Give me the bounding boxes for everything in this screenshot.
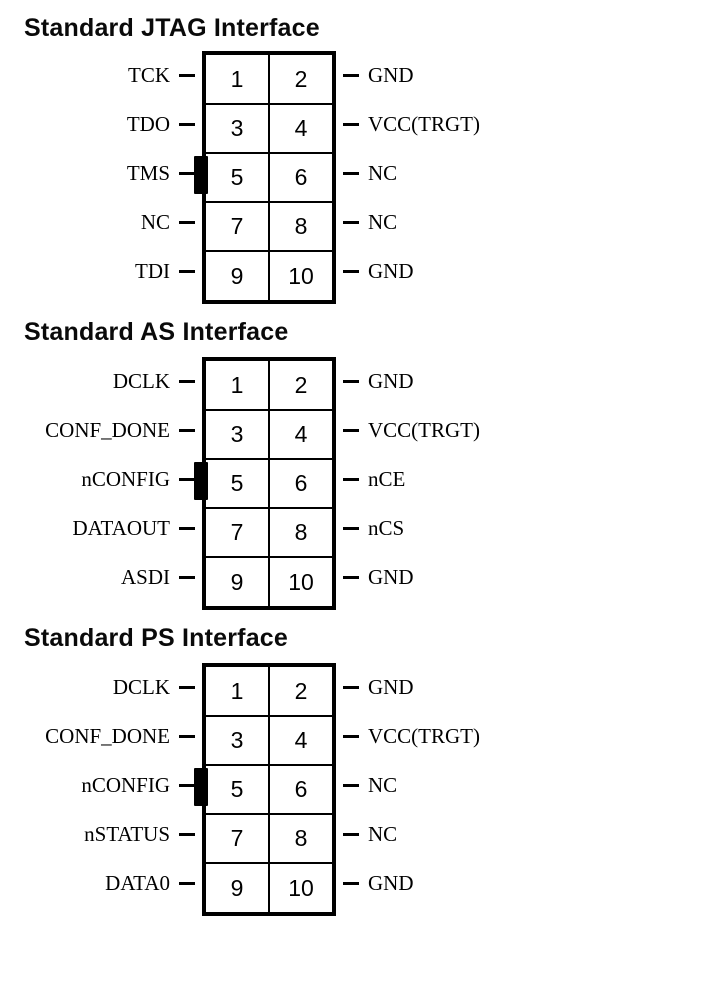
pin-label-right (336, 198, 516, 247)
pin-number: 6 (269, 459, 332, 508)
pin-label-left (22, 455, 202, 504)
pin-label-left (22, 859, 202, 908)
pin-label-left-text: DCLK (112, 675, 170, 699)
section-jtag (0, 0, 723, 304)
lead-line-icon (343, 576, 359, 579)
lead-line-icon (343, 221, 359, 224)
pin-label-left (22, 810, 202, 859)
pin-label-right (336, 51, 516, 100)
pin-number: 10 (269, 557, 332, 606)
pin-label-left (22, 553, 202, 602)
pin-label-left (22, 761, 202, 810)
labels-right-as (336, 357, 516, 610)
lead-line-icon (343, 380, 359, 383)
pin-number: 4 (269, 104, 332, 153)
connector-ps (0, 663, 723, 916)
pin-label-left-text: CONF_DONE (45, 418, 170, 442)
pin-label-left-text: nCONFIG (81, 773, 170, 797)
pin-grid-as (202, 357, 336, 610)
pin-label-right (336, 663, 516, 712)
lead-line-icon (343, 686, 359, 689)
lead-line-icon (179, 270, 195, 273)
pin-label-left (22, 406, 202, 455)
pin-label-left-text: DATAOUT (72, 516, 170, 540)
pin-number: 8 (269, 814, 332, 863)
labels-left-jtag (22, 51, 202, 304)
pin-label-left-text: TDI (135, 259, 170, 283)
pin-label-left-text: TMS (126, 161, 170, 185)
pin-number: 2 (269, 361, 332, 410)
pin-label-left-text: TDO (126, 112, 170, 136)
lead-line-icon (343, 74, 359, 77)
pin-label-right-text: GND (368, 871, 414, 895)
pin-number: 6 (269, 765, 332, 814)
lead-line-icon (343, 478, 359, 481)
pin-label-right (336, 810, 516, 859)
lead-line-icon (179, 74, 195, 77)
pin-number: 3 (206, 104, 269, 153)
lead-line-icon (179, 478, 195, 481)
pin-label-left (22, 712, 202, 761)
pin-label-left (22, 357, 202, 406)
lead-line-icon (179, 686, 195, 689)
pin-number: 9 (206, 251, 269, 300)
pin-number: 1 (206, 55, 269, 104)
section-ps (0, 610, 723, 916)
pin-label-right-text: GND (368, 63, 414, 87)
pin-number: 5 (206, 459, 269, 508)
polarity-key-icon (194, 768, 208, 806)
pin-number: 6 (269, 153, 332, 202)
pin-label-left (22, 100, 202, 149)
pin-label-right-text: VCC(TRGT) (368, 418, 480, 442)
pin-number: 1 (206, 361, 269, 410)
pin-label-right-text: GND (368, 259, 414, 283)
section-title-ps: Standard PS Interface (24, 624, 289, 652)
lead-line-icon (343, 882, 359, 885)
labels-right-jtag (336, 51, 516, 304)
pin-label-right-text: NC (368, 161, 398, 185)
lead-line-icon (343, 429, 359, 432)
pin-label-right-text: nCE (368, 467, 406, 491)
lead-line-icon (179, 221, 195, 224)
pin-label-left-text: NC (140, 210, 170, 234)
pin-number: 8 (269, 508, 332, 557)
polarity-key-icon (194, 156, 208, 194)
pin-label-left-text: nCONFIG (81, 467, 170, 491)
pin-label-left-text: CONF_DONE (45, 724, 170, 748)
lead-line-icon (179, 429, 195, 432)
pin-label-right-text: VCC(TRGT) (368, 112, 480, 136)
pin-label-right (336, 553, 516, 602)
lead-line-icon (343, 527, 359, 530)
pin-number: 7 (206, 202, 269, 251)
pin-number: 10 (269, 863, 332, 912)
lead-line-icon (179, 735, 195, 738)
pin-number: 1 (206, 667, 269, 716)
pin-label-right (336, 504, 516, 553)
lead-line-icon (343, 833, 359, 836)
labels-left-as (22, 357, 202, 610)
pin-number: 8 (269, 202, 332, 251)
pin-number: 3 (206, 716, 269, 765)
pin-label-right-text: NC (368, 773, 398, 797)
section-title-jtag: Standard JTAG Interface (24, 14, 320, 42)
pin-number: 5 (206, 153, 269, 202)
pin-label-right (336, 859, 516, 908)
labels-right-ps (336, 663, 516, 916)
lead-line-icon (179, 527, 195, 530)
connector-as (0, 357, 723, 610)
polarity-key-icon (194, 462, 208, 500)
pin-label-left-text: ASDI (120, 565, 170, 589)
pin-number: 2 (269, 55, 332, 104)
connector-jtag (0, 51, 723, 304)
pin-label-right (336, 357, 516, 406)
pin-number: 4 (269, 716, 332, 765)
pin-label-right-text: GND (368, 565, 414, 589)
pin-number: 4 (269, 410, 332, 459)
pin-number: 10 (269, 251, 332, 300)
pin-label-right-text: GND (368, 369, 414, 393)
pin-label-right-text: NC (368, 210, 398, 234)
pin-label-right (336, 149, 516, 198)
section-as (0, 304, 723, 610)
pin-label-right-text: nCS (368, 516, 405, 540)
pin-label-right-text: NC (368, 822, 398, 846)
pin-label-left (22, 51, 202, 100)
pin-number: 7 (206, 508, 269, 557)
lead-line-icon (343, 270, 359, 273)
pin-label-left (22, 663, 202, 712)
pin-number: 7 (206, 814, 269, 863)
lead-line-icon (179, 833, 195, 836)
pin-label-right-text: VCC(TRGT) (368, 724, 480, 748)
lead-line-icon (343, 172, 359, 175)
lead-line-icon (343, 784, 359, 787)
pin-number: 2 (269, 667, 332, 716)
lead-line-icon (179, 123, 195, 126)
pin-label-right-text: GND (368, 675, 414, 699)
section-title-as: Standard AS Interface (24, 318, 289, 346)
pin-label-left-text: DCLK (112, 369, 170, 393)
lead-line-icon (179, 576, 195, 579)
labels-left-ps (22, 663, 202, 916)
pin-label-right (336, 712, 516, 761)
pin-label-right (336, 100, 516, 149)
lead-line-icon (179, 380, 195, 383)
pin-grid-ps (202, 663, 336, 916)
pin-label-left (22, 247, 202, 296)
pin-number: 5 (206, 765, 269, 814)
lead-line-icon (179, 172, 195, 175)
pin-label-right (336, 455, 516, 504)
pin-label-left (22, 504, 202, 553)
pin-label-right (336, 406, 516, 455)
lead-line-icon (343, 123, 359, 126)
pin-label-right (336, 247, 516, 296)
pin-label-left-text: DATA0 (105, 871, 170, 895)
lead-line-icon (179, 882, 195, 885)
pin-number: 3 (206, 410, 269, 459)
lead-line-icon (179, 784, 195, 787)
pin-grid-jtag (202, 51, 336, 304)
lead-line-icon (343, 735, 359, 738)
pin-label-left (22, 149, 202, 198)
pin-number: 9 (206, 557, 269, 606)
pin-label-right (336, 761, 516, 810)
pin-number: 9 (206, 863, 269, 912)
pin-label-left (22, 198, 202, 247)
pin-label-left-text: nSTATUS (84, 822, 170, 846)
pin-label-left-text: TCK (128, 63, 170, 87)
